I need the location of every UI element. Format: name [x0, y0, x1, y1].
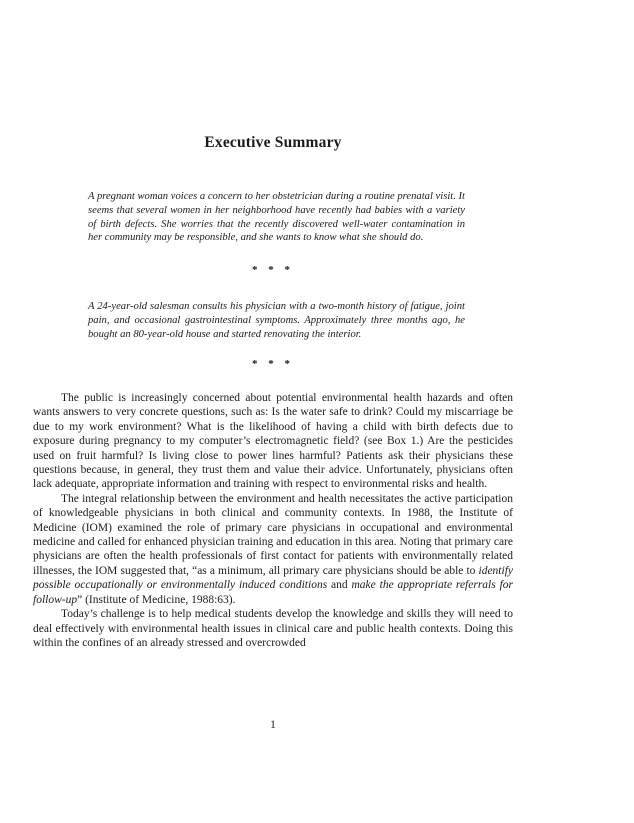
- vignette-1-text: A pregnant woman voices a concern to her obstetrician during a routine prenatal visit. It seems that several women in her neighborhood have recently had babies with a variety of birth defects. She worries that the recently discovered well-water contamination in her community may be responsible, and she wants to know what she should do.: [88, 191, 465, 244]
- body-paragraph-2: [33, 492, 513, 607]
- body-paragraph-2-italic-phrase-1: identify possible occupationally or environmentally induced conditions: [33, 564, 513, 592]
- body-paragraph-2-italic-phrase-2: make the appropriate referrals for follow-up: [33, 579, 514, 606]
- page-number: 1: [270, 719, 276, 731]
- body-text: [33, 391, 513, 650]
- section-separator-2: * * *: [252, 358, 294, 370]
- page-title: Executive Summary: [204, 134, 342, 151]
- vignette-2-text: A 24-year-old salesman consults his physician with a two-month history of fatigue, joint pain, and occasional gastrointestinal symptoms. Approximately three months ago, he bought an 80-year-old house and started renovating the interior.: [88, 301, 465, 340]
- body-paragraph-2-lead: The integral relationship between the environment and health necessitates the active participation of knowledgeable physicians in both clinical and community contexts. In 1988, the Institute of Medicine (IOM) examined the role of primary care physicians in occupational and environmental medicine and called for enhanced physician training and education in this area. Noting that primary care physicians are often the health professionals of first contact for patients with environmentally related illnesses, the IOM suggested that, “as a minimum, all primary care physicians should be able to: [33, 492, 513, 577]
- vignette-1: [88, 190, 465, 245]
- body-paragraph-2-connector: and: [327, 579, 352, 592]
- vignette-2: [88, 300, 465, 341]
- body-paragraph-1: The public is increasingly concerned about potential environmental health hazards and often wants answers to very concrete questions, such as: Is the water safe to drink? Could my miscarriage be due to my work environment? What is the likelihood of having a child with birth defects due to exposure during pregnancy to my computer’s electromagnetic field? (see Box 1.) Are the pesticides used on fruit harmful? Is living close to power lines harmful? Patients ask their physicians these questions because, in general, they trust them and value their advice. Unfortunately, physicians often lack adequate, appropriate information and training with respect to environmental risks and health.: [33, 392, 513, 491]
- section-separator-1: * * *: [252, 264, 294, 276]
- body-paragraph-2-citation: ” (Institute of Medicine, 1988:63).: [77, 593, 236, 606]
- body-paragraph-3: Today’s challenge is to help medical students develop the knowledge and skills they will need to deal effectively with environmental health issues in clinical care and public health contexts. Doing this within the confines of an already stressed and overcrowded: [33, 608, 513, 649]
